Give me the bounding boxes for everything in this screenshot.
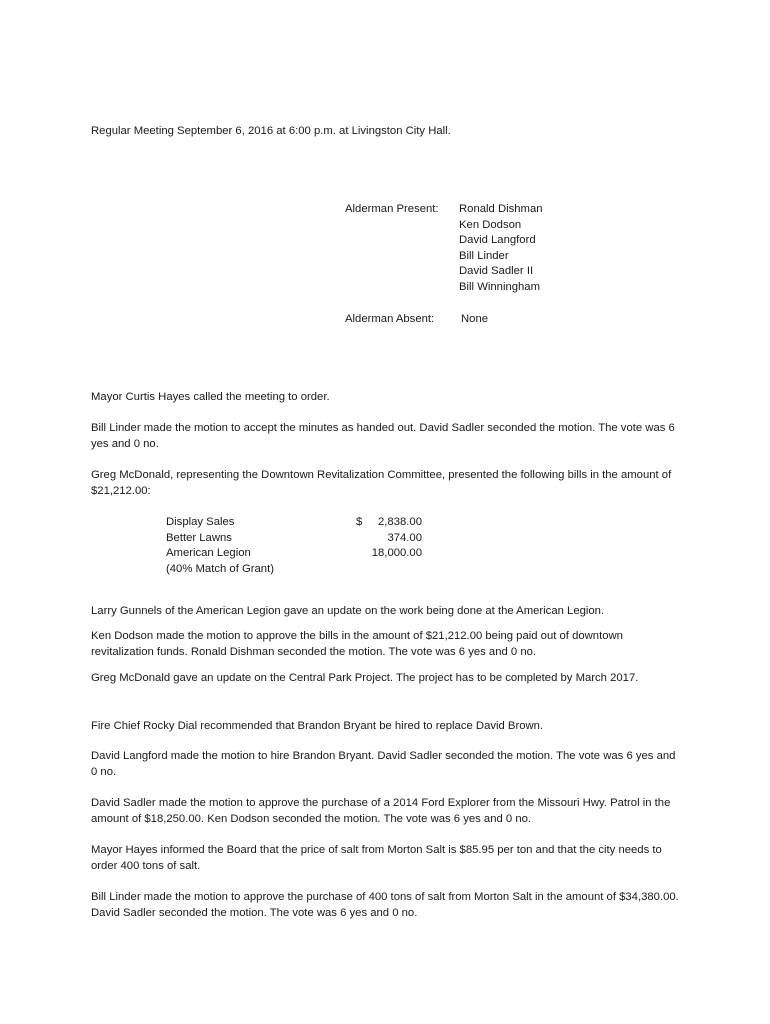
alderman-name: Bill Linder bbox=[459, 249, 509, 262]
minutes-paragraph: Ken Dodson made the motion to approve the bills in the amount of $21,212.00 being paid out of downtown revitalization funds. Ronald Dishman seconded the motion. The vote was 6 yes and 0 no. bbox=[91, 630, 623, 658]
minutes-paragraph: Bill Linder made the motion to accept the minutes as handed out. David Sadler seconded the motion. The vote was 6 yes and 0 no. bbox=[91, 422, 675, 450]
absent-value: None bbox=[461, 313, 489, 325]
minutes-paragraph: Greg McDonald gave an update on the Central Park Project. The project has to be completed by March 2017. bbox=[91, 672, 639, 684]
present-label: Alderman Present: bbox=[345, 203, 439, 215]
minutes-paragraph: Larry Gunnels of the American Legion gave an update on the work being done at the American Legion. bbox=[91, 605, 605, 617]
bills-table bbox=[166, 515, 426, 577]
minutes-paragraph: Fire Chief Rocky Dial recommended that Brandon Bryant be hired to replace David Brown. bbox=[91, 720, 544, 732]
alderman-name: Bill Winningham bbox=[459, 280, 540, 293]
minutes-paragraph: Mayor Curtis Hayes called the meeting to order. bbox=[91, 391, 330, 403]
present-names bbox=[459, 202, 543, 296]
minutes-paragraph: David Sadler made the motion to approve the purchase of a 2014 Ford Explorer from the Missouri Hwy. Patrol in the amount of $18,250.00. Ken Dodson seconded the motion. The vote was 6 yes and 0 no. bbox=[91, 797, 671, 825]
bill-amount: 18,000.00 bbox=[371, 547, 422, 560]
bill-amount: 2,838.00 bbox=[378, 516, 422, 528]
bill-item: (40% Match of Grant) bbox=[166, 562, 274, 575]
alderman-name: Ken Dodson bbox=[459, 218, 522, 231]
bill-currency: $ bbox=[356, 516, 363, 528]
bill-item: Better Lawns bbox=[166, 531, 232, 544]
bill-item: American Legion bbox=[166, 547, 251, 560]
alderman-name: David Sadler II bbox=[459, 265, 534, 278]
bill-row bbox=[166, 546, 426, 562]
bill-row bbox=[166, 562, 426, 578]
bill-row bbox=[166, 515, 426, 531]
bill-amount: 374.00 bbox=[387, 531, 422, 544]
bill-row bbox=[166, 531, 426, 547]
meeting-header: Regular Meeting September 6, 2016 at 6:00 p.m. at Livingston City Hall. bbox=[91, 125, 451, 137]
bill-item: Display Sales bbox=[166, 516, 235, 528]
minutes-paragraph: Greg McDonald, representing the Downtown Revitalization Committee, presented the following bills in the amount of $21,212.00: bbox=[91, 469, 672, 497]
minutes-paragraph: Bill Linder made the motion to approve the purchase of 400 tons of salt from Morton Salt in the amount of $34,380.00. David Sadler seconded the motion. The vote was 6 yes and 0 no. bbox=[91, 891, 679, 919]
minutes-paragraph: Mayor Hayes informed the Board that the price of salt from Morton Salt is $85.95 per ton and that the city needs to order 400 tons of salt. bbox=[91, 844, 662, 872]
absent-label: Alderman Absent: bbox=[345, 313, 435, 325]
alderman-name: Ronald Dishman bbox=[459, 203, 543, 215]
minutes-paragraph: David Langford made the motion to hire Brandon Bryant. David Sadler seconded the motion. The vote was 6 yes and 0 no. bbox=[91, 750, 676, 778]
alderman-name: David Langford bbox=[459, 234, 536, 247]
